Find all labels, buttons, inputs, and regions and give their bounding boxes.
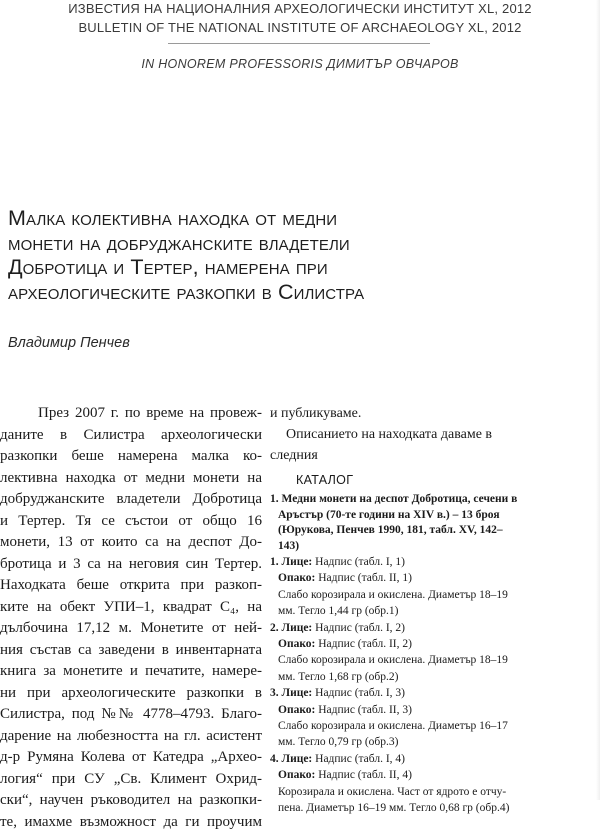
paragraph-line: логия“ при СУ „Св. Климент Охрид- [0,769,262,791]
catalog-item-text: Надпис (табл. II, 2) [315,638,412,650]
body-text-left-column [0,403,262,833]
entry-title-line: Аръстър (70-те години на XIV в.) – 13 броя [270,508,600,524]
paragraph-line: разкопки беше намерена малка ко- [0,446,262,468]
paragraph-line: ни при археологическите разкопки в [0,683,262,705]
paragraph-line: ния състав са заведени в инвентарната [0,640,262,662]
catalog-item-line [270,587,600,603]
catalog-item-line [270,554,600,570]
entry-title-line: (Юрукова, Пенчев 1990, 181, табл. XV, 142– [270,523,600,539]
title-line: Добротица и Тертер, намерена при [8,255,598,280]
paragraph-line: даните в Силистра археологически [0,425,262,447]
catalog-item [270,751,600,817]
title-line: археологическите разкопки в Силистра [8,280,598,305]
header-divider [168,43,430,44]
catalog-item-label: Лице: [282,556,313,568]
catalog-item-line [270,800,600,816]
paragraph-line: дарение на любезността на гл. асистент [0,726,262,748]
catalog-item-label: Опако: [278,638,315,650]
catalog-item-text: Надпис (табл. I, 3) [312,687,405,699]
catalog-item-line [270,603,600,619]
article-title [8,206,598,304]
catalog-item-text: Слабо корозирала и окислена. Диаметър 18–19 [278,654,508,666]
catalog-item [270,620,600,686]
paragraph-line: ски“, научен ръководител на разкопки- [0,790,262,812]
catalog-item-number: 4. [270,753,279,765]
paragraph-line: Находката беше открита при разкоп- [0,575,262,597]
catalog-item-label: Лице: [282,753,313,765]
catalog-item-text: Надпис (табл. I, 1) [312,556,405,568]
catalog-item-line [270,702,600,718]
paragraph-line: ките на обект УПИ–1, квадрат C₄, на [0,597,262,619]
catalog-heading: КАТАЛОГ [296,473,600,487]
catalog-item-label: Лице: [282,622,313,634]
catalog-item-label: Опако: [278,769,315,781]
paragraph-line: д-р Румяна Колева от Катедра „Архео- [0,747,262,769]
in-honorem-line: IN HONOREM PROFESSORIS ДИМИТЪР ОВЧАРОВ [0,57,600,71]
paragraph-line: През 2007 г. по време на провеж- [0,403,262,425]
journal-header-english: BULLETIN OF THE NATIONAL INSTITUTE OF ARCHAEOLOGY XL, 2012 [0,20,600,35]
paragraph-line: монети, 13 от които са на деспот До- [0,532,262,554]
catalog-item-text: мм. Тегло 1,44 гр (обр.1) [278,605,398,617]
catalog-item-text: Надпис (табл. I, 4) [312,753,405,765]
catalog-item-line [270,636,600,652]
catalog-item-text: Надпис (табл. I, 2) [312,622,405,634]
title-line: монети на добруджанските владетели [8,231,598,256]
author-name: Владимир Пенчев [8,335,130,351]
catalog-item-text: мм. Тегло 0,79 гр (обр.3) [278,736,398,748]
catalog-entry-title [270,492,600,554]
catalog-item-line [270,751,600,767]
catalog-item-text: Слабо корозирала и окислена. Диаметър 16–17 [278,720,508,732]
paragraph-line: Силистра, под №№ 4778–4793. Благо- [0,704,262,726]
catalog-item-text: Надпис (табл. II, 4) [315,769,412,781]
catalog-item-label: Опако: [278,572,315,584]
entry-title-line: 1. Медни монети на деспот Добротица, сечени в [270,492,600,508]
catalog-item-number: 2. [270,622,279,634]
catalog-item-line [270,767,600,783]
catalog-item-line [270,669,600,685]
catalog-item [270,554,600,620]
paragraph-line: те, имахме възможност да ги проучим [0,812,262,833]
catalog-item-text: мм. Тегло 1,68 гр (обр.2) [278,671,398,683]
catalog-item-number: 3. [270,687,279,699]
catalog-item-line [270,570,600,586]
catalog-item-line [270,718,600,734]
paragraph-line: лективна находка от медни монети на [0,468,262,490]
catalog-item [270,685,600,751]
catalog-item-text: пена. Диаметър 16–19 мм. Тегло 0,68 гр (обр.4) [278,802,509,814]
catalog-item-text: Надпис (табл. II, 3) [315,704,412,716]
paragraph-line: дълбочина 17,12 м. Монетите от ней- [0,618,262,640]
entry-title-line: 143) [270,539,600,555]
paragraph-line: добруджанските владетели Добротица [0,489,262,511]
paragraph-line: бротица и 3 са на неговия син Тертер. [0,554,262,576]
catalog-item-line [270,784,600,800]
catalog-item-text: Слабо корозирала и окислена. Диаметър 18–19 [278,589,508,601]
paragraph-line: книга за монетите и печатите, намере- [0,661,262,683]
title-line: Малка колективна находка от медни [8,206,598,231]
catalog-item-line [270,685,600,701]
paragraph-line: Описанието на находката даваме в [270,424,600,445]
catalog-items [270,554,600,817]
catalog-item-line [270,620,600,636]
catalog-item-line [270,652,600,668]
catalog-item-label: Опако: [278,704,315,716]
catalog-item-label: Лице: [282,687,313,699]
scan-edge-shadow [596,0,600,800]
paragraph-line: следния [270,445,600,466]
catalog-item-line [270,734,600,750]
catalog-item-text: Корозирала и окислена. Част от ядрото е отчу- [278,786,506,798]
catalog-item-text: Надпис (табл. II, 1) [315,572,412,584]
paragraph-line: и Тертер. Тя се състои от общо 16 [0,511,262,533]
journal-header-bulgarian: ИЗВЕСТИЯ НА НАЦИОНАЛНИЯ АРХЕОЛОГИЧЕСКИ ИНСТИТУТ XL, 2012 [0,1,600,16]
catalog-item-number: 1. [270,556,279,568]
paragraph-line: и публикуваме. [270,403,600,424]
body-text-right-column [270,403,600,817]
